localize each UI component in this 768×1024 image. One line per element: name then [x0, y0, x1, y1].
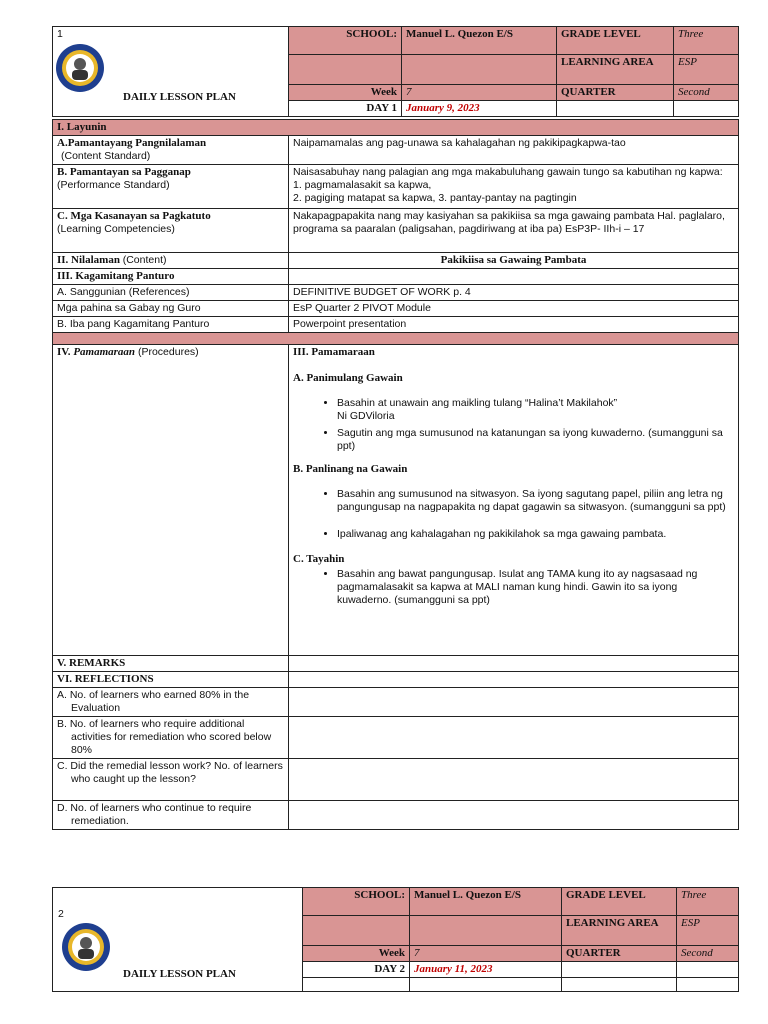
list-item: • Basahin ang bawat pangungusap. Isulat ang TAMA kung ito ay nagsasaad ng pagmamalasakit sa kapwa at MALI naman kung hindi. Gawin ito sa iyong kuwaderno. (sumangguni sa ppt)	[337, 568, 734, 607]
school-seal-icon	[61, 922, 111, 972]
date-value: January 9, 2023	[402, 101, 557, 117]
school-value: Manuel L. Quezon E/S	[402, 27, 557, 55]
title-cell	[53, 27, 289, 117]
remarks-heading: V. REMARKS	[53, 656, 289, 672]
day-label-2: DAY 2	[303, 962, 410, 978]
week-value: 7	[402, 85, 557, 101]
proc-content	[289, 345, 739, 656]
ref-label: A. Sanggunian (References)	[53, 285, 289, 301]
title-cell-2	[53, 888, 303, 992]
reflections-heading: VI. REFLECTIONS	[53, 672, 289, 688]
refl-b: B. No. of learners who require additional activities for remediation who scored below 80%	[53, 717, 289, 759]
guro-label: Mga pahina sa Gabay ng Guro	[53, 301, 289, 317]
grade-label: GRADE LEVEL	[557, 27, 674, 55]
area-label: LEARNING AREA	[557, 55, 674, 85]
kagamitan-heading: III. Kagamitang Panturo	[53, 269, 289, 285]
proc-title: III. Pamamaraan	[293, 346, 375, 358]
header-table	[52, 26, 739, 117]
date-value-2: January 11, 2023	[410, 962, 562, 978]
lesson-plan-2	[52, 887, 738, 992]
quarter-label-2: QUARTER	[562, 946, 677, 962]
sec-c-heading: C. Tayahin	[293, 553, 345, 565]
school-label: SCHOOL:	[289, 27, 402, 55]
week-label: Week	[289, 85, 402, 101]
comp-label: C. Mga Kasanayan sa Pagkatuto (Learning Competencies)	[53, 209, 289, 253]
iba-value: Powerpoint presentation	[289, 317, 739, 333]
plan-title: DAILY LESSON PLAN	[123, 91, 236, 103]
list-item: • Ipaliwanag ang kahalagahan ng pakikilahok sa mga gawaing pambata.	[337, 528, 734, 541]
area-label-2: LEARNING AREA	[562, 916, 677, 946]
list-item: • Sagutin ang mga sumusunod na katanungan sa iyong kuwaderno. (sumangguni sa ppt)	[337, 427, 734, 453]
day-label: DAY 1	[289, 101, 402, 117]
quarter-label: QUARTER	[557, 85, 674, 101]
school-label-2: SCHOOL:	[303, 888, 410, 916]
week-value-2: 7	[410, 946, 562, 962]
sec-b-heading: B. Panlinang na Gawain	[293, 463, 408, 475]
sec-a-list	[293, 397, 734, 453]
grade-label-2: GRADE LEVEL	[562, 888, 677, 916]
sec-a-heading: A. Panimulang Gawain	[293, 372, 403, 384]
proc-label: IV. Pamamaraan (Procedures)	[53, 345, 289, 656]
school-value-2: Manuel L. Quezon E/S	[410, 888, 562, 916]
quarter-value-2: Second	[677, 946, 739, 962]
nilalaman-label: II. Nilalaman (Content)	[53, 253, 289, 269]
lesson-plan-1	[52, 26, 738, 830]
guro-value: EsP Quarter 2 PIVOT Module	[289, 301, 739, 317]
list-item: • Basahin ang sumusunod na sitwasyon. Sa iyong sagutang papel, piliin ang letra ng pangungusap na nagpapakita ng dapat gagawin sa sitwasyon. (sumangguni sa ppt)	[337, 488, 734, 514]
grade-value: Three	[674, 27, 739, 55]
comp-value: Nakapagpapakita nang may kasiyahan sa pakikiisa sa mga gawaing pambata Hal. paglalaro, programa sa paaralan (paligsahan, pagdiriwang at iba pa) EsP3P- IIh-i – 17	[289, 209, 739, 253]
layunin-heading: I. Layunin	[53, 120, 739, 136]
refl-c: C. Did the remedial lesson work? No. of learners who caught up the lesson?	[53, 759, 289, 801]
body-table	[52, 119, 739, 830]
sec-b-list	[293, 488, 734, 541]
content-std-label: A.Pamantayang Pangnilalaman (Content Standard)	[53, 136, 289, 165]
plan-title-2: DAILY LESSON PLAN	[123, 968, 236, 980]
nilalaman-value: Pakikiisa sa Gawaing Pambata	[289, 253, 739, 269]
perf-std-value: Naisasabuhay nang palagian ang mga makabuluhang gawain tungo sa kabutihan ng kapwa: 1. pagmamalasakit sa kapwa, 2. pagiging matapat sa kapwa, 3. pantay-pantay na pagtingin	[289, 165, 739, 209]
quarter-value: Second	[674, 85, 739, 101]
refl-d: D. No. of learners who continue to require remediation.	[53, 801, 289, 830]
perf-std-label: B. Pamantayan sa Pagganap (Performance Standard)	[53, 165, 289, 209]
page-number: 1	[57, 28, 63, 40]
ref-value: DEFINITIVE BUDGET OF WORK p. 4	[289, 285, 739, 301]
iba-label: B. Iba pang Kagamitang Panturo	[53, 317, 289, 333]
page-number-2: 2	[58, 908, 64, 920]
week-label-2: Week	[303, 946, 410, 962]
refl-a: A. No. of learners who earned 80% in the Evaluation	[53, 688, 289, 717]
sec-c-list	[293, 568, 734, 607]
grade-value-2: Three	[677, 888, 739, 916]
area-value-2: ESP	[677, 916, 739, 946]
area-value: ESP	[674, 55, 739, 85]
pink-divider	[53, 333, 739, 345]
list-item: • Basahin at unawain ang maikling tulang “Halina’t Makilahok” Ni GDViloria	[337, 397, 734, 423]
school-seal-icon	[55, 43, 105, 93]
header-table-2	[52, 887, 739, 992]
content-std-value: Naipamamalas ang pag-unawa sa kahalagahan ng pakikipagkapwa-tao	[289, 136, 739, 165]
